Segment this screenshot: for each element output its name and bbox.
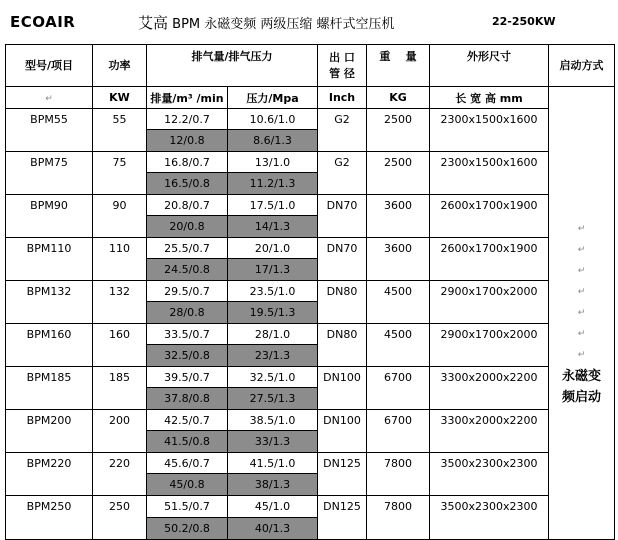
weight-cell: 3600 [367, 195, 430, 238]
outlet-cell: G2 [318, 109, 367, 152]
flow-0.8-cell: 37.8/0.8 [147, 388, 228, 410]
dims-cell: 2900x1700x2000 [430, 324, 549, 367]
flow-1.0-cell: 41.5/1.0 [228, 453, 318, 474]
power-range: 22-250KW [492, 15, 556, 28]
flow-0.7-cell: 16.8/0.7 [147, 152, 228, 173]
col-start [549, 45, 615, 87]
power-cell: 250 [93, 496, 147, 540]
table-row [6, 195, 615, 216]
flow-1.3-cell: 27.5/1.3 [228, 388, 318, 410]
col-power [93, 45, 147, 87]
table-row [6, 152, 615, 173]
header-row [6, 45, 615, 87]
flow-1.3-cell: 38/1.3 [228, 474, 318, 496]
weight-cell: 4500 [367, 324, 430, 367]
outlet-cell: DN125 [318, 496, 367, 540]
weight-cell: 3600 [367, 238, 430, 281]
page-title [138, 12, 395, 33]
flow-1.0-cell: 32.5/1.0 [228, 367, 318, 388]
flow-1.3-cell: 19.5/1.3 [228, 302, 318, 324]
dims-cell: 2900x1700x2000 [430, 281, 549, 324]
model-cell: BPM132 [6, 281, 93, 324]
outlet-cell: DN70 [318, 238, 367, 281]
flow-1.3-cell: 14/1.3 [228, 216, 318, 238]
table-row [6, 410, 615, 431]
title-row [0, 0, 618, 44]
model-cell: BPM200 [6, 410, 93, 453]
power-cell: 200 [93, 410, 147, 453]
flow-1.3-cell: 8.6/1.3 [228, 130, 318, 152]
return-mark: ↵ [577, 265, 586, 276]
table-row [6, 324, 615, 345]
start-method-cell [549, 87, 615, 540]
outlet-cell: G2 [318, 152, 367, 195]
power-cell: 220 [93, 453, 147, 496]
table-row [6, 453, 615, 474]
flow-1.0-cell: 13/1.0 [228, 152, 318, 173]
units-weight: KG [367, 87, 430, 109]
outlet-cell: DN80 [318, 324, 367, 367]
flow-0.8-cell: 50.2/0.8 [147, 518, 228, 540]
return-mark: ↵ [577, 244, 586, 255]
weight-cell: 4500 [367, 281, 430, 324]
outlet-cell: DN80 [318, 281, 367, 324]
col-power-label: 功率 [108, 58, 131, 72]
flow-1.0-cell: 38.5/1.0 [228, 410, 318, 431]
col-flow: 排气量/排气压力 [147, 45, 318, 87]
model-cell: BPM160 [6, 324, 93, 367]
table-row [6, 238, 615, 259]
table-row [6, 281, 615, 302]
col-model: 型号/项目 [6, 45, 93, 87]
dims-cell: 3300x2000x2200 [430, 410, 549, 453]
flow-0.7-cell: 42.5/0.7 [147, 410, 228, 431]
flow-1.0-cell: 28/1.0 [228, 324, 318, 345]
model-cell: BPM110 [6, 238, 93, 281]
flow-1.3-cell: 11.2/1.3 [228, 173, 318, 195]
flow-0.7-cell: 25.5/0.7 [147, 238, 228, 259]
flow-1.3-cell: 23/1.3 [228, 345, 318, 367]
flow-0.7-cell: 29.5/0.7 [147, 281, 228, 302]
dims-cell: 3300x2000x2200 [430, 367, 549, 410]
dims-cell: 3500x2300x2300 [430, 453, 549, 496]
units-pressure: 压力/Mpa [228, 87, 318, 109]
power-cell: 75 [93, 152, 147, 195]
units-flow: 排量/m³ /min [147, 87, 228, 109]
units-power: KW [93, 87, 147, 109]
table-row [6, 109, 615, 130]
dims-cell: 2300x1500x1600 [430, 109, 549, 152]
table-row [6, 496, 615, 518]
return-mark: ↵ [577, 328, 586, 339]
dims-cell: 3500x2300x2300 [430, 496, 549, 540]
flow-0.7-cell: 51.5/0.7 [147, 496, 228, 518]
flow-1.0-cell: 23.5/1.0 [228, 281, 318, 302]
power-cell: 132 [93, 281, 147, 324]
brand-logo [10, 13, 75, 31]
col-start-label: 启动方式 [559, 58, 604, 72]
outlet-cell: DN125 [318, 453, 367, 496]
units-dims: 长 宽 高 mm [430, 87, 549, 109]
power-cell: 90 [93, 195, 147, 238]
units-model-mark: ↵ [6, 87, 93, 109]
outlet-cell: DN100 [318, 410, 367, 453]
weight-cell: 2500 [367, 152, 430, 195]
model-cell: BPM185 [6, 367, 93, 410]
return-mark: ↵ [577, 286, 586, 297]
dims-cell: 2600x1700x1900 [430, 195, 549, 238]
flow-0.8-cell: 24.5/0.8 [147, 259, 228, 281]
flow-0.8-cell: 12/0.8 [147, 130, 228, 152]
col-outlet [318, 45, 367, 87]
model-cell: BPM250 [6, 496, 93, 540]
return-mark: ↵ [577, 307, 586, 318]
title-text: BPM 永磁变频 两级压缩 螺杆式空压机 [168, 17, 395, 32]
flow-0.7-cell: 45.6/0.7 [147, 453, 228, 474]
return-mark: ↵ [577, 349, 586, 360]
weight-cell: 6700 [367, 410, 430, 453]
units-row [6, 87, 615, 109]
col-weight: 重 量 [367, 45, 430, 87]
flow-0.8-cell: 28/0.8 [147, 302, 228, 324]
weight-cell: 2500 [367, 109, 430, 152]
power-cell: 110 [93, 238, 147, 281]
power-cell: 55 [93, 109, 147, 152]
flow-1.0-cell: 10.6/1.0 [228, 109, 318, 130]
logo-text: ECOAIR [10, 13, 76, 31]
start-method [549, 219, 614, 408]
power-cell: 160 [93, 324, 147, 367]
units-outlet: Inch [318, 87, 367, 109]
model-cell: BPM75 [6, 152, 93, 195]
dims-cell: 2600x1700x1900 [430, 238, 549, 281]
flow-1.3-cell: 40/1.3 [228, 518, 318, 540]
flow-0.7-cell: 20.8/0.7 [147, 195, 228, 216]
spec-table [5, 44, 615, 540]
col-dims: 外形尺寸 [430, 45, 549, 87]
outlet-cell: DN70 [318, 195, 367, 238]
flow-1.0-cell: 45/1.0 [228, 496, 318, 518]
flow-1.3-cell: 17/1.3 [228, 259, 318, 281]
weight-cell: 6700 [367, 367, 430, 410]
weight-cell: 7800 [367, 453, 430, 496]
table-row [6, 367, 615, 388]
flow-0.7-cell: 39.5/0.7 [147, 367, 228, 388]
flow-1.0-cell: 17.5/1.0 [228, 195, 318, 216]
flow-0.7-cell: 12.2/0.7 [147, 109, 228, 130]
outlet-cell: DN100 [318, 367, 367, 410]
model-cell: BPM220 [6, 453, 93, 496]
flow-0.8-cell: 32.5/0.8 [147, 345, 228, 367]
flow-1.0-cell: 20/1.0 [228, 238, 318, 259]
weight-cell: 7800 [367, 496, 430, 540]
flow-0.8-cell: 45/0.8 [147, 474, 228, 496]
return-mark: ↵ [577, 223, 586, 234]
flow-0.8-cell: 20/0.8 [147, 216, 228, 238]
flow-0.7-cell: 33.5/0.7 [147, 324, 228, 345]
flow-0.8-cell: 41.5/0.8 [147, 431, 228, 453]
model-cell: BPM90 [6, 195, 93, 238]
model-cell: BPM55 [6, 109, 93, 152]
power-cell: 185 [93, 367, 147, 410]
dims-cell: 2300x1500x1600 [430, 152, 549, 195]
start-method-label: 永磁变频启动 [561, 368, 601, 405]
col-outlet-label: 出 口 管 径 [329, 50, 355, 80]
flow-1.3-cell: 33/1.3 [228, 431, 318, 453]
title-brand: 艾高 [138, 14, 169, 32]
flow-0.8-cell: 16.5/0.8 [147, 173, 228, 195]
